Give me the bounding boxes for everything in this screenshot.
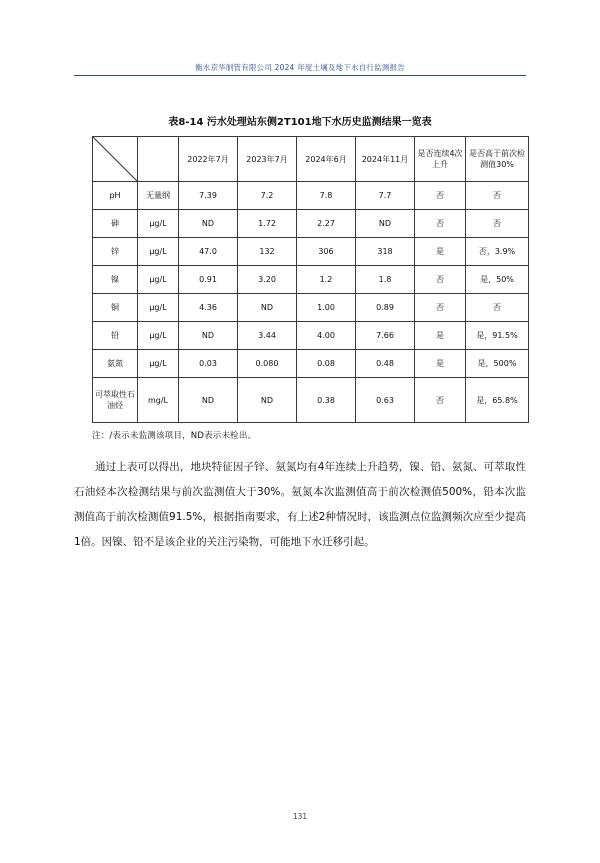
row-value-2024-11: 0.63 xyxy=(356,378,415,423)
col-header-2024-06: 2024年6月 xyxy=(297,137,356,182)
row-parameter-name: 镍 xyxy=(93,266,138,294)
table-corner-cell xyxy=(93,137,138,182)
col-header-2024-11: 2024年11月 xyxy=(356,137,415,182)
row-value-2023-07: 7.2 xyxy=(238,182,297,210)
row-unit: mg/L xyxy=(138,378,179,423)
row-unit: μg/L xyxy=(138,322,179,350)
row-value-2023-07: 3.44 xyxy=(238,322,297,350)
row-consecutive-rise: 否 xyxy=(415,266,466,294)
row-consecutive-rise: 是 xyxy=(415,238,466,266)
row-value-2024-11: 0.48 xyxy=(356,350,415,378)
row-parameter-name: 可萃取性石油烃 xyxy=(93,378,138,423)
page-number: 131 xyxy=(292,812,308,821)
row-value-2024-06: 7.8 xyxy=(297,182,356,210)
row-parameter-name: 砷 xyxy=(93,210,138,238)
row-value-2022-07: ND xyxy=(179,210,238,238)
row-over-30-percent: 否 xyxy=(466,182,529,210)
body-paragraph: 通过上表可以得出，地块特征因子锌、氨氮均有4年连续上升趋势，镍、铅、氨氮、可萃取性石油烃本次检测结果与前次监测值大于30%。氨氮本次监测值高于前次检测值500%，铅本次监测值高于前次检测值91.5%，根据指南要求，有上述2种情况时，该监测点位监测频次应至少提高1倍。因镍、铅不是该企业的关注污染物，可能地下水迁移引起。 xyxy=(74,461,526,548)
row-value-2023-07: ND xyxy=(238,378,297,423)
row-value-2024-11: 1.8 xyxy=(356,266,415,294)
table-header xyxy=(93,137,529,182)
table-header-row xyxy=(93,137,529,182)
table-footnote: 注：/表示未监测该项目，ND表示未检出。 xyxy=(92,431,257,441)
table-row xyxy=(93,210,529,238)
row-consecutive-rise: 是 xyxy=(415,350,466,378)
row-parameter-name: 锌 xyxy=(93,238,138,266)
table-row xyxy=(93,238,529,266)
col-header-consecutive-rise: 是否连续4次上升 xyxy=(415,137,466,182)
row-value-2022-07: ND xyxy=(179,378,238,423)
col-header-2022-07: 2022年7月 xyxy=(179,137,238,182)
row-unit: μg/L xyxy=(138,210,179,238)
row-over-30-percent: 否 xyxy=(466,294,529,322)
row-value-2024-06: 0.08 xyxy=(297,350,356,378)
table-caption: 表8-14 污水处理站东侧2T101地下水历史监测结果一览表 xyxy=(168,117,432,128)
row-value-2023-07: ND xyxy=(238,294,297,322)
row-unit: μg/L xyxy=(138,350,179,378)
row-unit: μg/L xyxy=(138,294,179,322)
row-value-2023-07: 3.20 xyxy=(238,266,297,294)
table-row xyxy=(93,350,529,378)
row-value-2022-07: ND xyxy=(179,322,238,350)
row-value-2024-11: 7.7 xyxy=(356,182,415,210)
col-header-over-30-percent: 是否高于前次检测值30% xyxy=(466,137,529,182)
row-value-2024-06: 1.2 xyxy=(297,266,356,294)
row-over-30-percent: 是，65.8% xyxy=(466,378,529,423)
row-over-30-percent: 否 xyxy=(466,210,529,238)
monitoring-table-container xyxy=(92,136,525,423)
diagonal-line-icon xyxy=(93,137,137,181)
page-header xyxy=(74,62,526,76)
header-divider xyxy=(74,75,526,76)
table-row xyxy=(93,182,529,210)
row-value-2024-11: ND xyxy=(356,210,415,238)
row-unit: 无量纲 xyxy=(138,182,179,210)
row-value-2024-06: 306 xyxy=(297,238,356,266)
table-row xyxy=(93,378,529,423)
row-consecutive-rise: 是 xyxy=(415,322,466,350)
row-value-2022-07: 7.39 xyxy=(179,182,238,210)
row-value-2024-11: 7.66 xyxy=(356,322,415,350)
row-value-2022-07: 4.36 xyxy=(179,294,238,322)
row-parameter-name: pH xyxy=(93,182,138,210)
row-consecutive-rise: 否 xyxy=(415,378,466,423)
row-unit: μg/L xyxy=(138,238,179,266)
table-unit-header-cell xyxy=(138,137,179,182)
row-over-30-percent: 是，50% xyxy=(466,266,529,294)
row-consecutive-rise: 否 xyxy=(415,182,466,210)
row-value-2024-11: 0.89 xyxy=(356,294,415,322)
row-unit: μg/L xyxy=(138,266,179,294)
row-value-2022-07: 0.03 xyxy=(179,350,238,378)
row-value-2023-07: 132 xyxy=(238,238,297,266)
table-row xyxy=(93,294,529,322)
row-value-2024-11: 318 xyxy=(356,238,415,266)
header-title: 衡水京华制管有限公司 2024 年度土壤及地下水自行监测报告 xyxy=(195,63,405,72)
row-value-2024-06: 0.38 xyxy=(297,378,356,423)
monitoring-results-table xyxy=(92,136,529,423)
row-value-2023-07: 0.080 xyxy=(238,350,297,378)
row-over-30-percent: 是，91.5% xyxy=(466,322,529,350)
row-value-2023-07: 1.72 xyxy=(238,210,297,238)
row-value-2024-06: 2.27 xyxy=(297,210,356,238)
row-value-2024-06: 4.00 xyxy=(297,322,356,350)
row-value-2024-06: 1.00 xyxy=(297,294,356,322)
row-over-30-percent: 是，500% xyxy=(466,350,529,378)
row-parameter-name: 铜 xyxy=(93,294,138,322)
table-body xyxy=(93,182,529,423)
row-consecutive-rise: 否 xyxy=(415,210,466,238)
table-row xyxy=(93,266,529,294)
row-value-2022-07: 47.0 xyxy=(179,238,238,266)
row-parameter-name: 铅 xyxy=(93,322,138,350)
row-parameter-name: 氨氮 xyxy=(93,350,138,378)
row-consecutive-rise: 否 xyxy=(415,294,466,322)
col-header-2023-07: 2023年7月 xyxy=(238,137,297,182)
row-value-2022-07: 0.91 xyxy=(179,266,238,294)
table-row xyxy=(93,322,529,350)
row-over-30-percent: 否，3.9% xyxy=(466,238,529,266)
